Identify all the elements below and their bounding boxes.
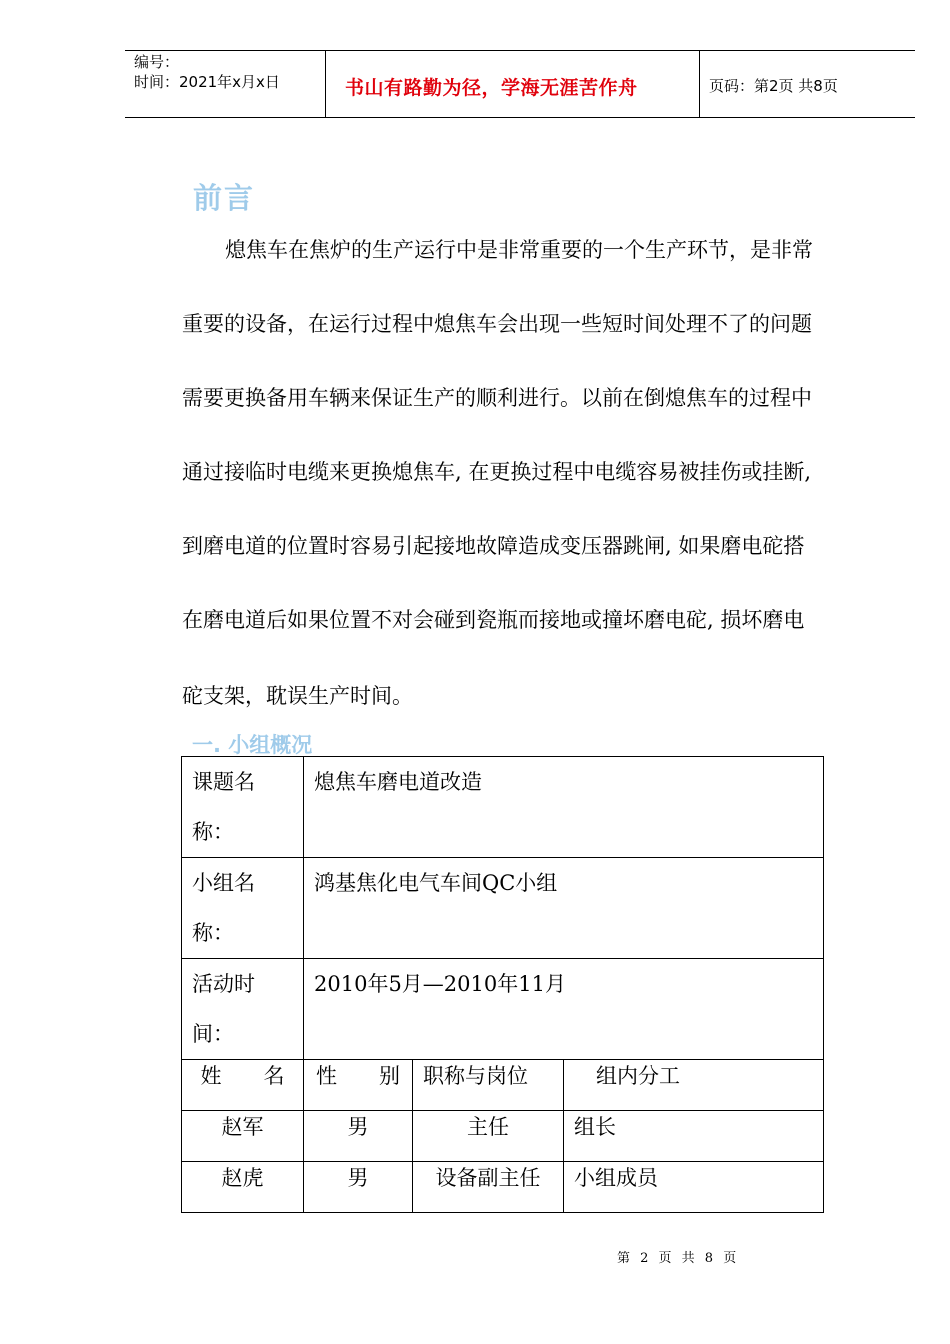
group-info-table [181, 756, 824, 1213]
paragraph-line: 需要更换备用车辆来保证生产的顺利进行。以前在倒熄焦车的过程中 [182, 386, 812, 410]
paragraph-line: 通过接临时电缆来更换熄焦车, 在更换过程中电缆容易被挂伤或挂断, [182, 460, 812, 484]
table-header-row [182, 1060, 824, 1111]
header-time-label: 时间：2021年x月x日 [134, 73, 280, 91]
column-header-gender: 性 别 [304, 1060, 413, 1111]
preface-title: 前言 [193, 181, 256, 215]
table-row [182, 959, 824, 1060]
table-row [182, 757, 824, 858]
paragraph-line: 在磨电道后如果位置不对会碰到瓷瓶而接地或撞坏磨电砣, 损坏磨电 [182, 608, 805, 632]
table-row [182, 1162, 824, 1213]
header-number-label: 编号： [134, 53, 180, 71]
footer-page-number: 第 2 页 共 8 页 [617, 1251, 740, 1266]
header-top-rule [125, 50, 915, 51]
paragraph-line: 到磨电道的位置时容易引起接地故障造成变压器跳闸, 如果磨电砣搭 [182, 534, 805, 558]
header-divider [325, 50, 326, 117]
paragraph-line: 砣支架，耽误生产时间。 [182, 684, 413, 708]
paragraph-line: 熄焦车在焦炉的生产运行中是非常重要的一个生产环节，是非常 [225, 238, 813, 262]
period-value: 2010年5月—2010年11月 [304, 959, 824, 1060]
member-role: 小组成员 [564, 1162, 824, 1213]
member-name: 赵虎 [182, 1162, 304, 1213]
column-header-role: 组内分工 [564, 1060, 824, 1111]
header-page-label: 页码：第2页 共8页 [709, 77, 838, 95]
table-row [182, 1111, 824, 1162]
header-bottom-rule [125, 117, 915, 118]
member-name: 赵军 [182, 1111, 304, 1162]
paragraph-line: 重要的设备，在运行过程中熄焦车会出现一些短时间处理不了的问题 [182, 312, 812, 336]
member-gender: 男 [304, 1162, 413, 1213]
member-gender: 男 [304, 1111, 413, 1162]
group-value: 鸿基焦化电气车间QC小组 [304, 858, 824, 959]
topic-label: 课题名称： [182, 757, 304, 858]
member-title: 设备副主任 [413, 1162, 564, 1213]
member-title: 主任 [413, 1111, 564, 1162]
column-header-title: 职称与岗位 [413, 1060, 564, 1111]
column-header-name: 姓 名 [182, 1060, 304, 1111]
header-meta [134, 52, 280, 92]
topic-value: 熄焦车磨电道改造 [304, 757, 824, 858]
group-label: 小组名称： [182, 858, 304, 959]
section-title: 一. 小组概况 [192, 733, 313, 757]
table-row [182, 858, 824, 959]
member-role: 组长 [564, 1111, 824, 1162]
header-divider [699, 50, 700, 117]
period-label: 活动时间： [182, 959, 304, 1060]
header-motto: 书山有路勤为径，学海无涯苦作舟 [345, 77, 638, 99]
